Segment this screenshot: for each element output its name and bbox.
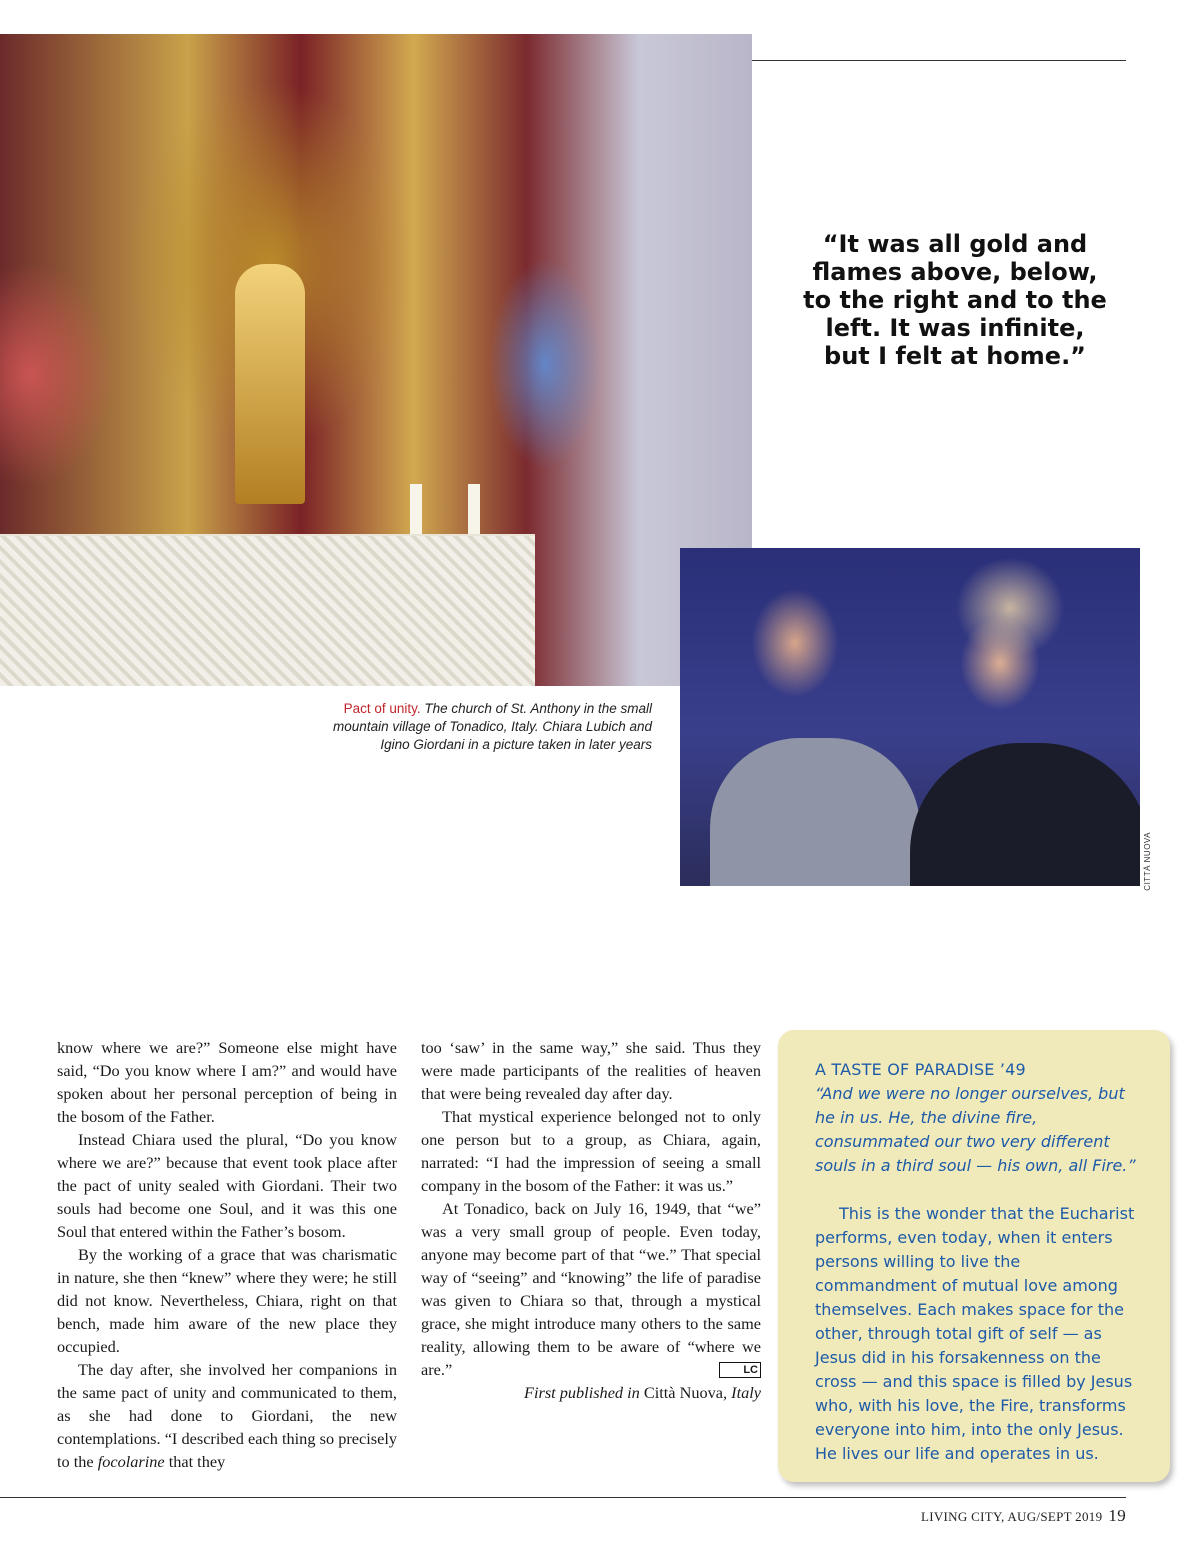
paragraph: too ‘saw’ in the same way,” she said. Thus they were made participants of the realities of heaven that were being revealed day after day. bbox=[421, 1038, 761, 1103]
altar-cloth bbox=[0, 534, 535, 686]
man-figure bbox=[710, 738, 920, 886]
lc-end-mark: LC bbox=[719, 1362, 761, 1378]
italic-term: focolarine bbox=[97, 1452, 165, 1471]
photo-credit: CITTÀ NUOVA bbox=[1143, 832, 1152, 891]
photo-caption bbox=[330, 700, 652, 754]
article-column-2 bbox=[421, 1036, 761, 1404]
first-published-prefix: First published in bbox=[524, 1383, 644, 1402]
lubich-giordani-photo bbox=[680, 548, 1140, 886]
paragraph bbox=[421, 1197, 761, 1381]
paragraph-text: The day after, she involved her companions in the same pact of unity and communicated to them, as she had done to Giordani, the new contemplations. “I described each thing so precisely to the bbox=[57, 1360, 397, 1471]
paragraph: know where we are?” Someone else might have said, “Do you know where I am?” and would have spoken about her personal perception of being in the bosom of the Father. bbox=[57, 1038, 397, 1126]
first-published-note bbox=[421, 1381, 761, 1404]
page-number: 19 bbox=[1108, 1506, 1126, 1525]
first-published-suffix: , Italy bbox=[723, 1383, 761, 1402]
sidebar-title: A TASTE OF PARADISE ’49 bbox=[815, 1060, 1026, 1079]
magazine-name: LIVING CITY, AUG/SEPT 2019 bbox=[921, 1509, 1103, 1524]
paragraph-text: At Tonadico, back on July 16, 1949, that “we” was a very small group of people. Even today, anyone may become part of that “we.” That special way of “seeing” and “knowing” the life of paradise was given to Chiara so that, through a mystical grace, she might introduce many others to the same reality, allowing them to be aware of “where we are.” bbox=[421, 1199, 761, 1379]
page-footer bbox=[800, 1506, 1126, 1526]
caption-lead: Pact of unity. bbox=[343, 701, 421, 716]
paragraph bbox=[57, 1358, 397, 1473]
bottom-rule bbox=[0, 1497, 1126, 1498]
pull-quote: “It was all gold and flames above, below, to the right and to the left. It was infinite, but I felt at home.” bbox=[803, 230, 1107, 370]
sidebar-quote: “And we were no longer ourselves, but he in us. He, the divine fire, consummated our two very different souls in a third soul — his own, all Fire.” bbox=[815, 1084, 1136, 1175]
sidebar-body: This is the wonder that the Eucharist performs, even today, when it enters persons willing to live the commandment of mutual love among themselves. Each makes space for the other, through total gift of self — as Jesus did in his forsakenness on the cross — and this space is filled by Jesus who, with his love, the Fire, transforms everyone into him, into the only Jesus. He lives our life and operates in us. bbox=[815, 1204, 1135, 1463]
sidebar-box bbox=[778, 1030, 1170, 1482]
first-published-source: Città Nuova bbox=[643, 1383, 724, 1402]
woman-figure bbox=[910, 743, 1140, 886]
church-altar-photo bbox=[0, 34, 752, 686]
caption-text: The church of St. Anthony in the small mountain village of Tonadico, Italy. Chiara Lubich and Igino Giordani in a picture taken in later years bbox=[333, 701, 652, 752]
tabernacle-shape bbox=[235, 264, 305, 504]
top-rule bbox=[752, 60, 1126, 61]
paragraph: That mystical experience belonged not to only one person but to a group, as Chiara, again, narrated: “I had the impression of seeing a small company in the bosom of the Father: it was us.” bbox=[421, 1107, 761, 1195]
paragraph-text: that they bbox=[164, 1452, 226, 1471]
paragraph: By the working of a grace that was charismatic in nature, she then “knew” where they were; he still did not know. Nevertheless, Chiara, right on that bench, made him aware of the new place they occupied. bbox=[57, 1245, 397, 1356]
paragraph: Instead Chiara used the plural, “Do you know where we are?” because that event took place after the pact of unity sealed with Giordani. Their two souls had become one Soul, and it was this one Soul that entered within the Father’s bosom. bbox=[57, 1130, 397, 1241]
article-column-1 bbox=[57, 1036, 397, 1473]
